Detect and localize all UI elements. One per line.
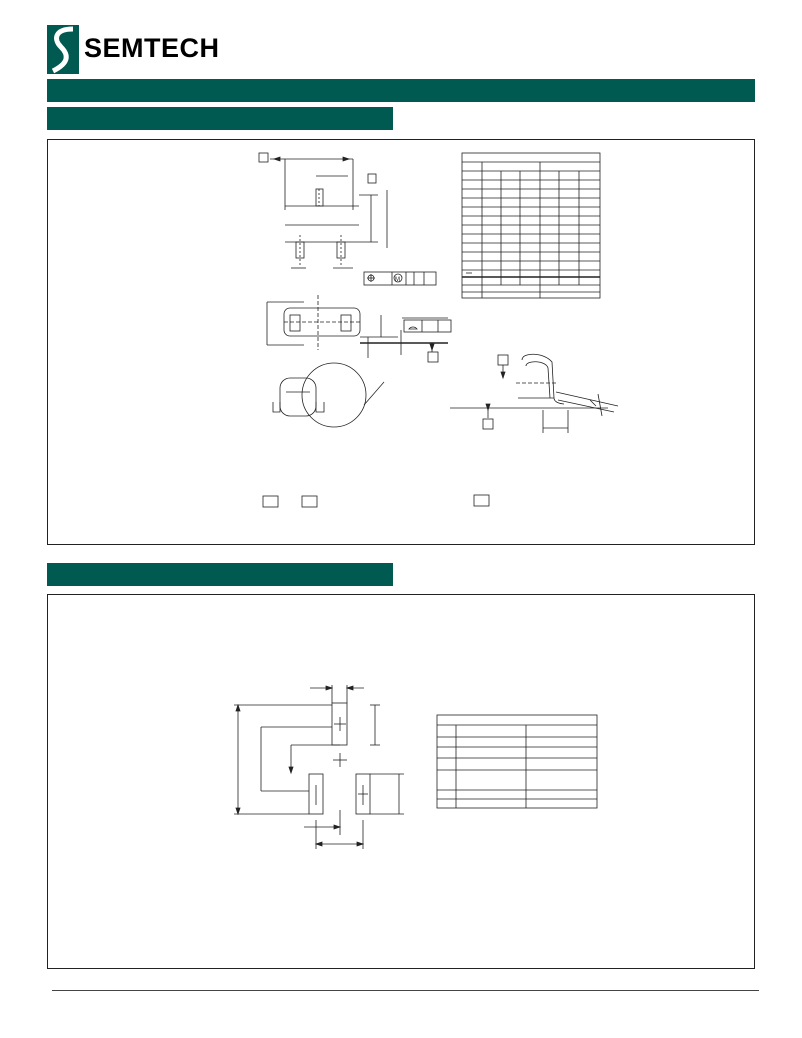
semtech-logo-icon [47, 25, 79, 74]
land-pattern-table [437, 715, 597, 808]
datum-box-d [498, 355, 508, 365]
header-bar [47, 79, 755, 102]
datum-box-a [259, 153, 268, 162]
land-pattern-panel [47, 594, 755, 969]
svg-text:M: M [395, 277, 400, 283]
note-datum-box-3 [474, 495, 489, 506]
feature-control-frame [364, 272, 436, 285]
section-header-outline [47, 107, 393, 130]
note-datum-box-2 [302, 496, 317, 507]
datum-box-e [483, 419, 493, 429]
section-header-land-pattern [47, 563, 393, 586]
land-pattern-drawing [48, 595, 754, 968]
outline-drawing-panel [47, 139, 755, 545]
note-datum-box-1 [263, 496, 278, 507]
datum-box-c [428, 352, 438, 362]
brand-name: SEMTECH [84, 33, 220, 63]
datum-box-b [368, 174, 376, 183]
outline-drawing [48, 140, 754, 544]
profile-tolerance-icon [409, 327, 417, 329]
profile-frame [404, 320, 451, 332]
footer-rule [52, 990, 759, 991]
